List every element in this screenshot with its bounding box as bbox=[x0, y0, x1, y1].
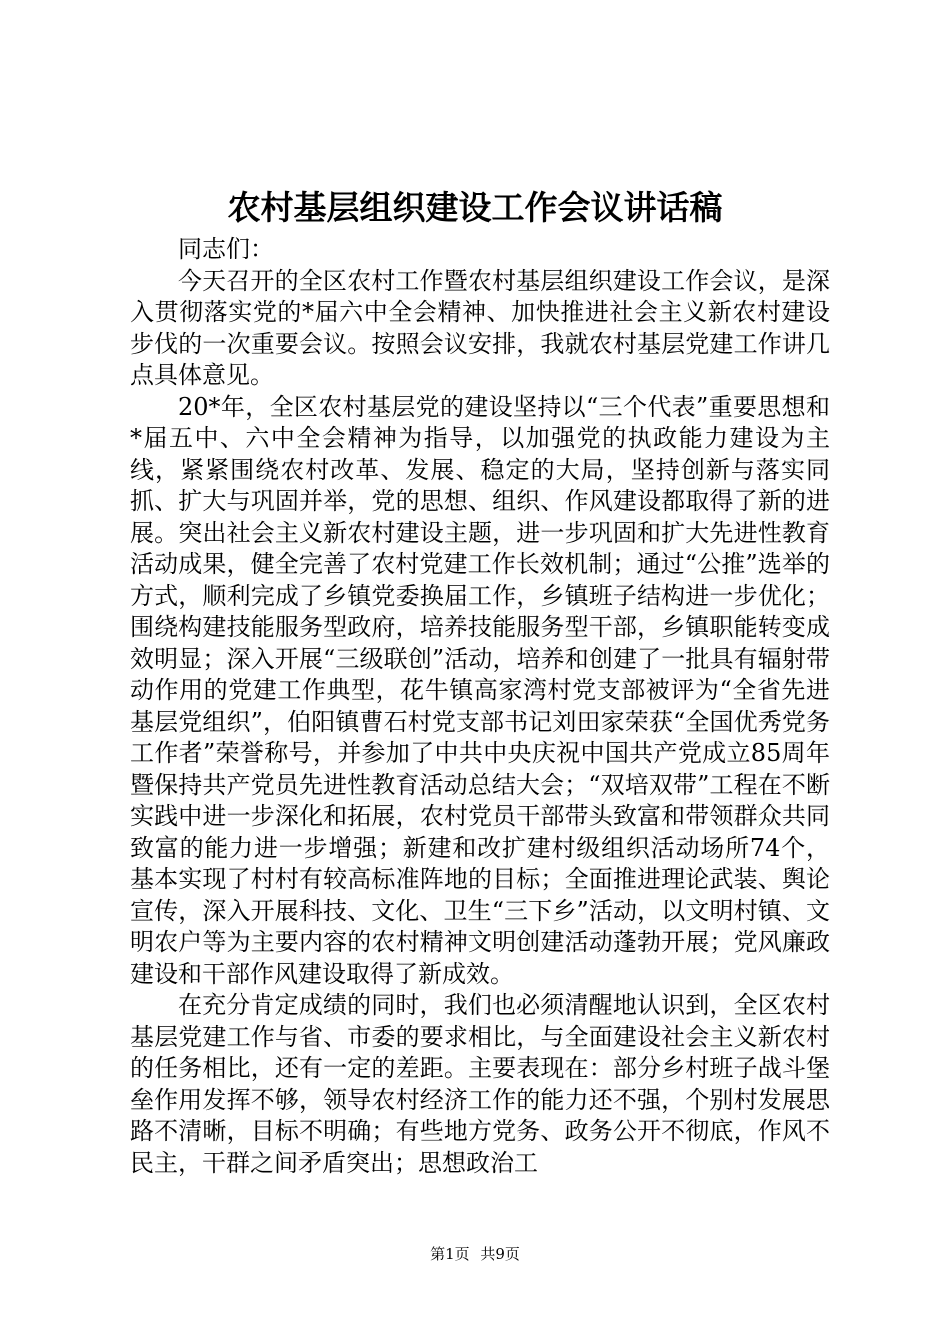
page-number: 第1页 bbox=[430, 1245, 470, 1263]
document-body bbox=[130, 234, 830, 1179]
page-total: 共9页 bbox=[480, 1245, 520, 1263]
paragraph: 今天召开的全区农村工作暨农村基层组织建设工作会议，是深入贯彻落实党的*届六中全会精神、加快推进社会主义新农村建设步伐的一次重要会议。按照会议安排，我就农村基层党建工作讲几点具体意见。 bbox=[130, 266, 830, 389]
page-footer bbox=[0, 1244, 950, 1264]
paragraph: 20*年，全区农村基层党的建设坚持以“三个代表”重要思想和*届五中、六中全会精神为指导，以加强党的执政能力建设为主线，紧紧围绕农村改革、发展、稳定的大局，坚持创新与落实同抓、扩大与巩固并举，党的思想、组织、作风建设都取得了新的进展。突出社会主义新农村建设主题，进一步巩固和扩大先进性教育活动成果，健全完善了农村党建工作长效机制；通过“公推”选举的方式，顺利完成了乡镇党委换届工作，乡镇班子结构进一步优化；围绕构建技能服务型政府，培养技能服务型干部，乡镇职能转变成效明显；深入开展“三级联创”活动，培养和创建了一批具有辐射带动作用的党建工作典型，花牛镇高家湾村党支部被评为“全省先进基层党组织”，伯阳镇曹石村党支部书记刘田家荣获“全国优秀党务工作者”荣誉称号，并参加了中共中央庆祝中国共产党成立85周年暨保持共产党员先进性教育活动总结大会；“双培双带”工程在不断实践中进一步深化和拓展，农村党员干部带头致富和带领群众共同致富的能力进一步增强；新建和改扩建村级组织活动场所74个，基本实现了村村有较高标准阵地的目标；全面推进理论武装、舆论宣传，深入开展科技、文化、卫生“三下乡”活动，以文明村镇、文明农户等为主要内容的农村精神文明创建活动蓬勃开展；党风廉政建设和干部作风建设取得了新成效。 bbox=[130, 392, 830, 988]
paragraph: 在充分肯定成绩的同时，我们也必须清醒地认识到，全区农村基层党建工作与省、市委的要求相比，与全面建设社会主义新农村的任务相比，还有一定的差距。主要表现在：部分乡村班子战斗堡垒作用发挥不够，领导农村经济工作的能力还不强，个别村发展思路不清晰，目标不明确；有些地方党务、政务公开不彻底，作风不民主，干群之间矛盾突出；思想政治工 bbox=[130, 991, 830, 1177]
document-title: 农村基层组织建设工作会议讲话稿 bbox=[227, 188, 723, 227]
salutation: 同志们： bbox=[178, 235, 274, 263]
